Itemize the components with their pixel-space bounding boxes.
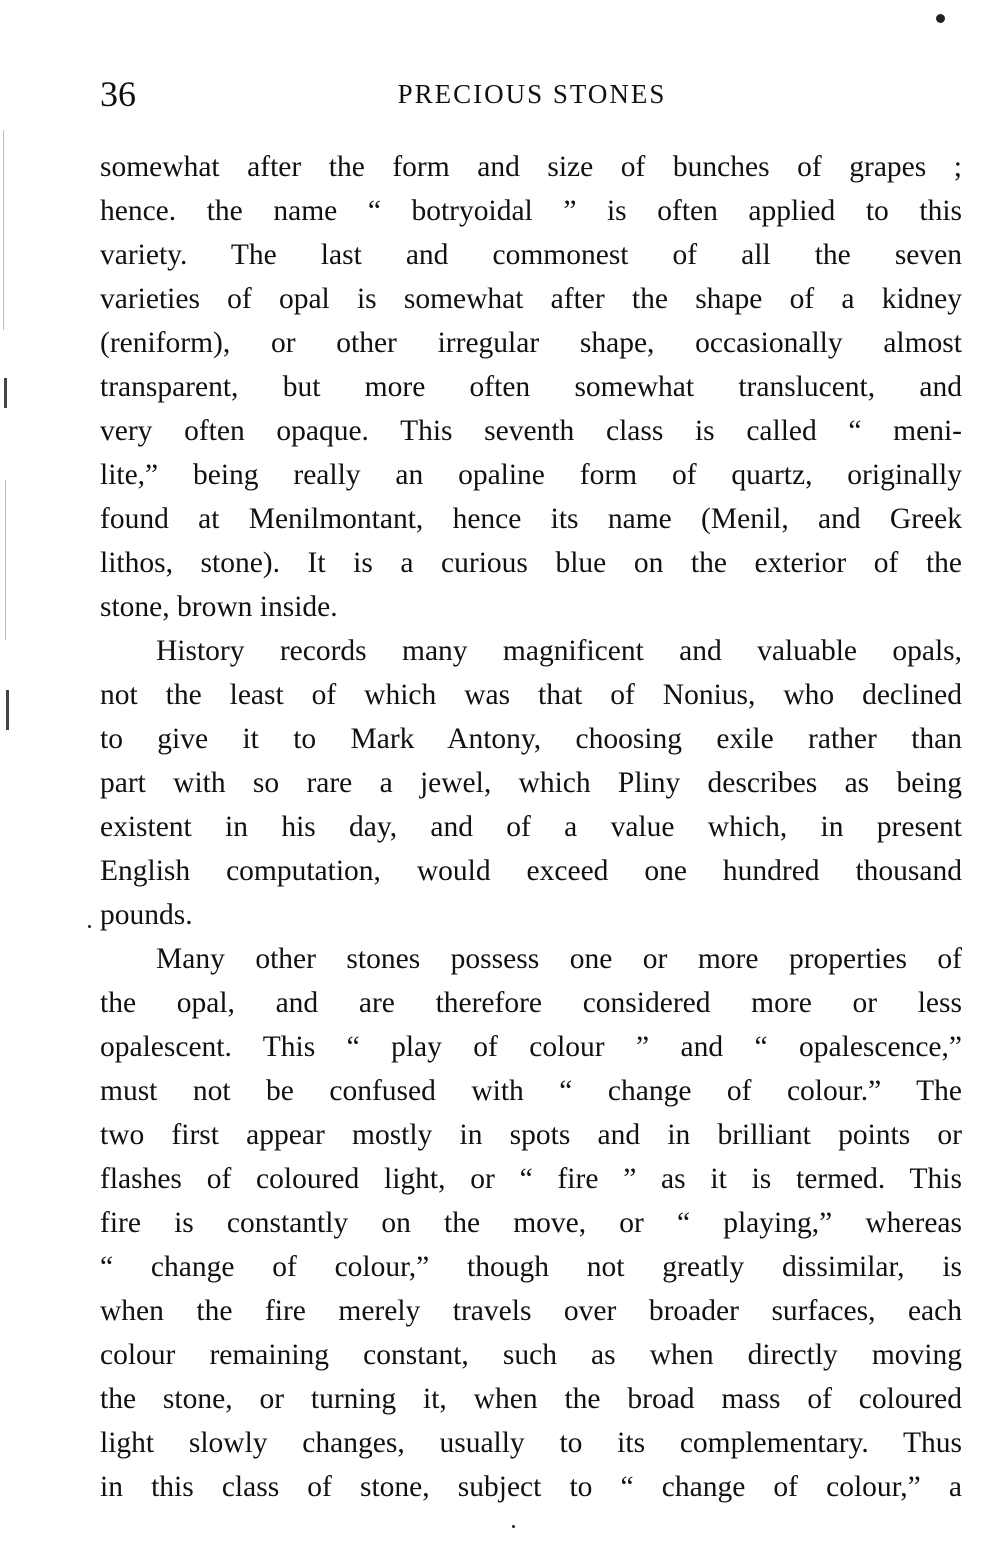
text-line: varieties of opal is somewhat after the shape of a kidney xyxy=(100,283,962,315)
text-line: existent in his day, and of a value which, in present xyxy=(100,811,962,843)
running-title: PRECIOUS STONES xyxy=(397,79,667,109)
text-line: hence. the name “ botryoidal ” is often applied to this xyxy=(100,195,962,227)
text-line: must not be confused with “ change of colour.” The xyxy=(100,1075,962,1107)
text-line: flashes of coloured light, or “ fire ” as it is termed. This xyxy=(100,1163,962,1195)
text-line: colour remaining constant, such as when directly moving xyxy=(100,1339,962,1371)
text-line: found at Menilmontant, hence its name (Menil, and Greek xyxy=(100,503,962,535)
text-line: fire is constantly on the move, or “ playing,” whereas xyxy=(100,1207,962,1239)
text-line: (reniform), or other irregular shape, occasionally almost xyxy=(100,327,962,359)
text-line: English computation, would exceed one hundred thousand xyxy=(100,855,962,887)
page-number: 36 xyxy=(100,74,136,114)
text-line: part with so rare a jewel, which Pliny describes as being xyxy=(100,767,962,799)
text-line: the stone, or turning it, when the broad mass of coloured xyxy=(100,1383,962,1415)
text-line: Many other stones possess one or more properties of xyxy=(156,943,962,975)
text-line: transparent, but more often somewhat translucent, and xyxy=(100,371,962,403)
speck xyxy=(88,925,91,928)
text-body xyxy=(100,145,962,1509)
text-line: lite,” being really an opaline form of quartz, originally xyxy=(100,459,962,491)
margin-mark xyxy=(3,130,4,330)
text-line: stone, brown inside. xyxy=(100,591,338,623)
text-line: variety. The last and commonest of all the seven xyxy=(100,239,962,271)
text-line: not the least of which was that of Nonius, who declined xyxy=(100,679,962,711)
text-line: two first appear mostly in spots and in brilliant points or xyxy=(100,1119,962,1151)
text-line: opalescent. This “ play of colour ” and “ opalescence,” xyxy=(100,1031,962,1063)
text-line: History records many magnificent and valuable opals, xyxy=(156,635,962,667)
speck xyxy=(936,14,945,23)
text-line: when the fire merely travels over broader surfaces, each xyxy=(100,1295,962,1327)
text-line: pounds. xyxy=(100,899,193,931)
margin-mark xyxy=(4,378,7,408)
text-line: lithos, stone). It is a curious blue on the exterior of the xyxy=(100,547,962,579)
margin-mark xyxy=(5,480,6,640)
running-head xyxy=(100,72,964,120)
margin-mark xyxy=(6,690,9,730)
text-line: somewhat after the form and size of bunches of grapes ; xyxy=(100,151,962,183)
text-line: in this class of stone, subject to “ change of colour,” a xyxy=(100,1471,962,1503)
text-line: the opal, and are therefore considered more or less xyxy=(100,987,962,1019)
text-line: to give it to Mark Antony, choosing exile rather than xyxy=(100,723,962,755)
text-line: light slowly changes, usually to its complementary. Thus xyxy=(100,1427,962,1459)
text-line: very often opaque. This seventh class is called “ meni- xyxy=(100,415,962,447)
speck xyxy=(512,1525,515,1528)
text-line: “ change of colour,” though not greatly dissimilar, is xyxy=(100,1251,962,1283)
